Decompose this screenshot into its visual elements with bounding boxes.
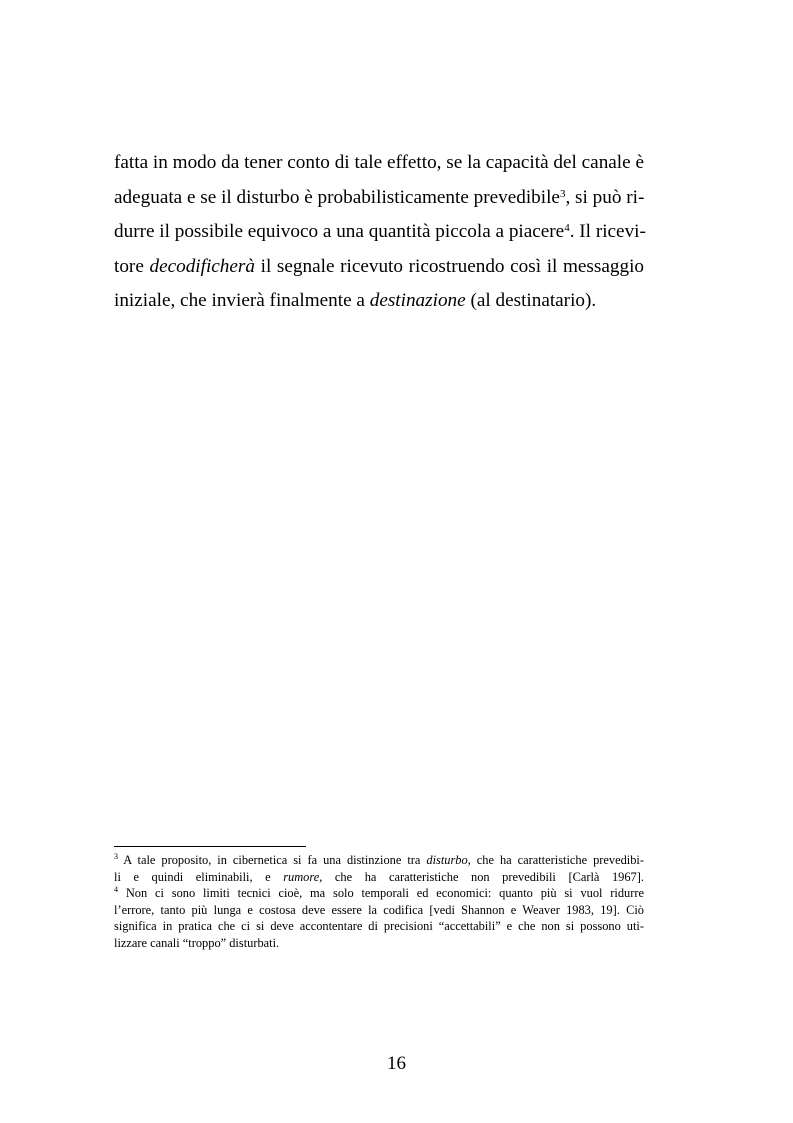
footnote-line <box>114 869 644 886</box>
footnote-line <box>114 852 644 869</box>
text-run: Non ci sono limiti tecnici cioè, ma solo temporali ed economici: quanto più si vuol ridurre <box>118 886 644 901</box>
text-run: li e quindi eliminabili, e <box>114 869 284 884</box>
body-line <box>114 181 644 216</box>
text-run: il segnale ricevuto ricostruendo così il messaggio <box>254 255 644 277</box>
footnote-marker: 3 <box>114 852 118 862</box>
text-run: , che ha caratteristiche non prevedibili [Carlà 1967]. <box>319 869 644 884</box>
page-number: 16 <box>387 1053 406 1074</box>
footnote-marker: 4 <box>564 222 570 235</box>
italic-term: destinazione <box>369 290 466 312</box>
text-run: , che ha caratteristiche prevedibi- <box>467 853 644 867</box>
text-run: adeguata e se il disturbo è probabilisticamente prevedibile <box>114 186 560 208</box>
footnote-marker: 3 <box>559 187 566 200</box>
footnote-separator <box>114 846 306 847</box>
text-run: lizzare canali “troppo” disturbati. <box>114 935 280 950</box>
body-line <box>114 215 644 250</box>
footnotes-block <box>114 852 644 952</box>
text-run: A tale proposito, in cibernetica si fa una distinzione tra <box>118 853 427 867</box>
body-line <box>114 284 644 319</box>
text-run: durre il possibile equivoco a una quantità piccola a piacere <box>114 221 565 243</box>
italic-term: disturbo <box>426 853 468 867</box>
text-run: iniziale, che invierà finalmente a <box>114 290 370 312</box>
text-run: fatta in modo da tener conto di tale effetto, se la capacità del canale è <box>114 152 644 173</box>
text-run: l’errore, tanto più lunga e costosa deve essere la codifica [vedi Shannon e Weaver 1983, 19]. Ciò <box>114 902 644 917</box>
italic-term: rumore <box>283 869 320 884</box>
text-run: significa in pratica che ci si deve accontentare di precisioni “accettabili” e che non si possono uti- <box>114 919 644 934</box>
footnote-line <box>114 902 644 919</box>
text-run: , si può ri- <box>565 186 645 208</box>
text-run: (al destinatario). <box>465 290 597 312</box>
body-paragraph <box>114 146 644 319</box>
footnote-line <box>114 885 644 902</box>
body-line <box>114 250 644 285</box>
italic-term: decodificherà <box>149 255 255 277</box>
footnote-line <box>114 918 644 935</box>
text-run: . Il ricevi- <box>569 221 646 243</box>
footnote-marker: 4 <box>114 885 118 895</box>
footnote-line <box>114 935 644 952</box>
body-line <box>114 146 644 181</box>
text-run: tore <box>114 255 150 277</box>
